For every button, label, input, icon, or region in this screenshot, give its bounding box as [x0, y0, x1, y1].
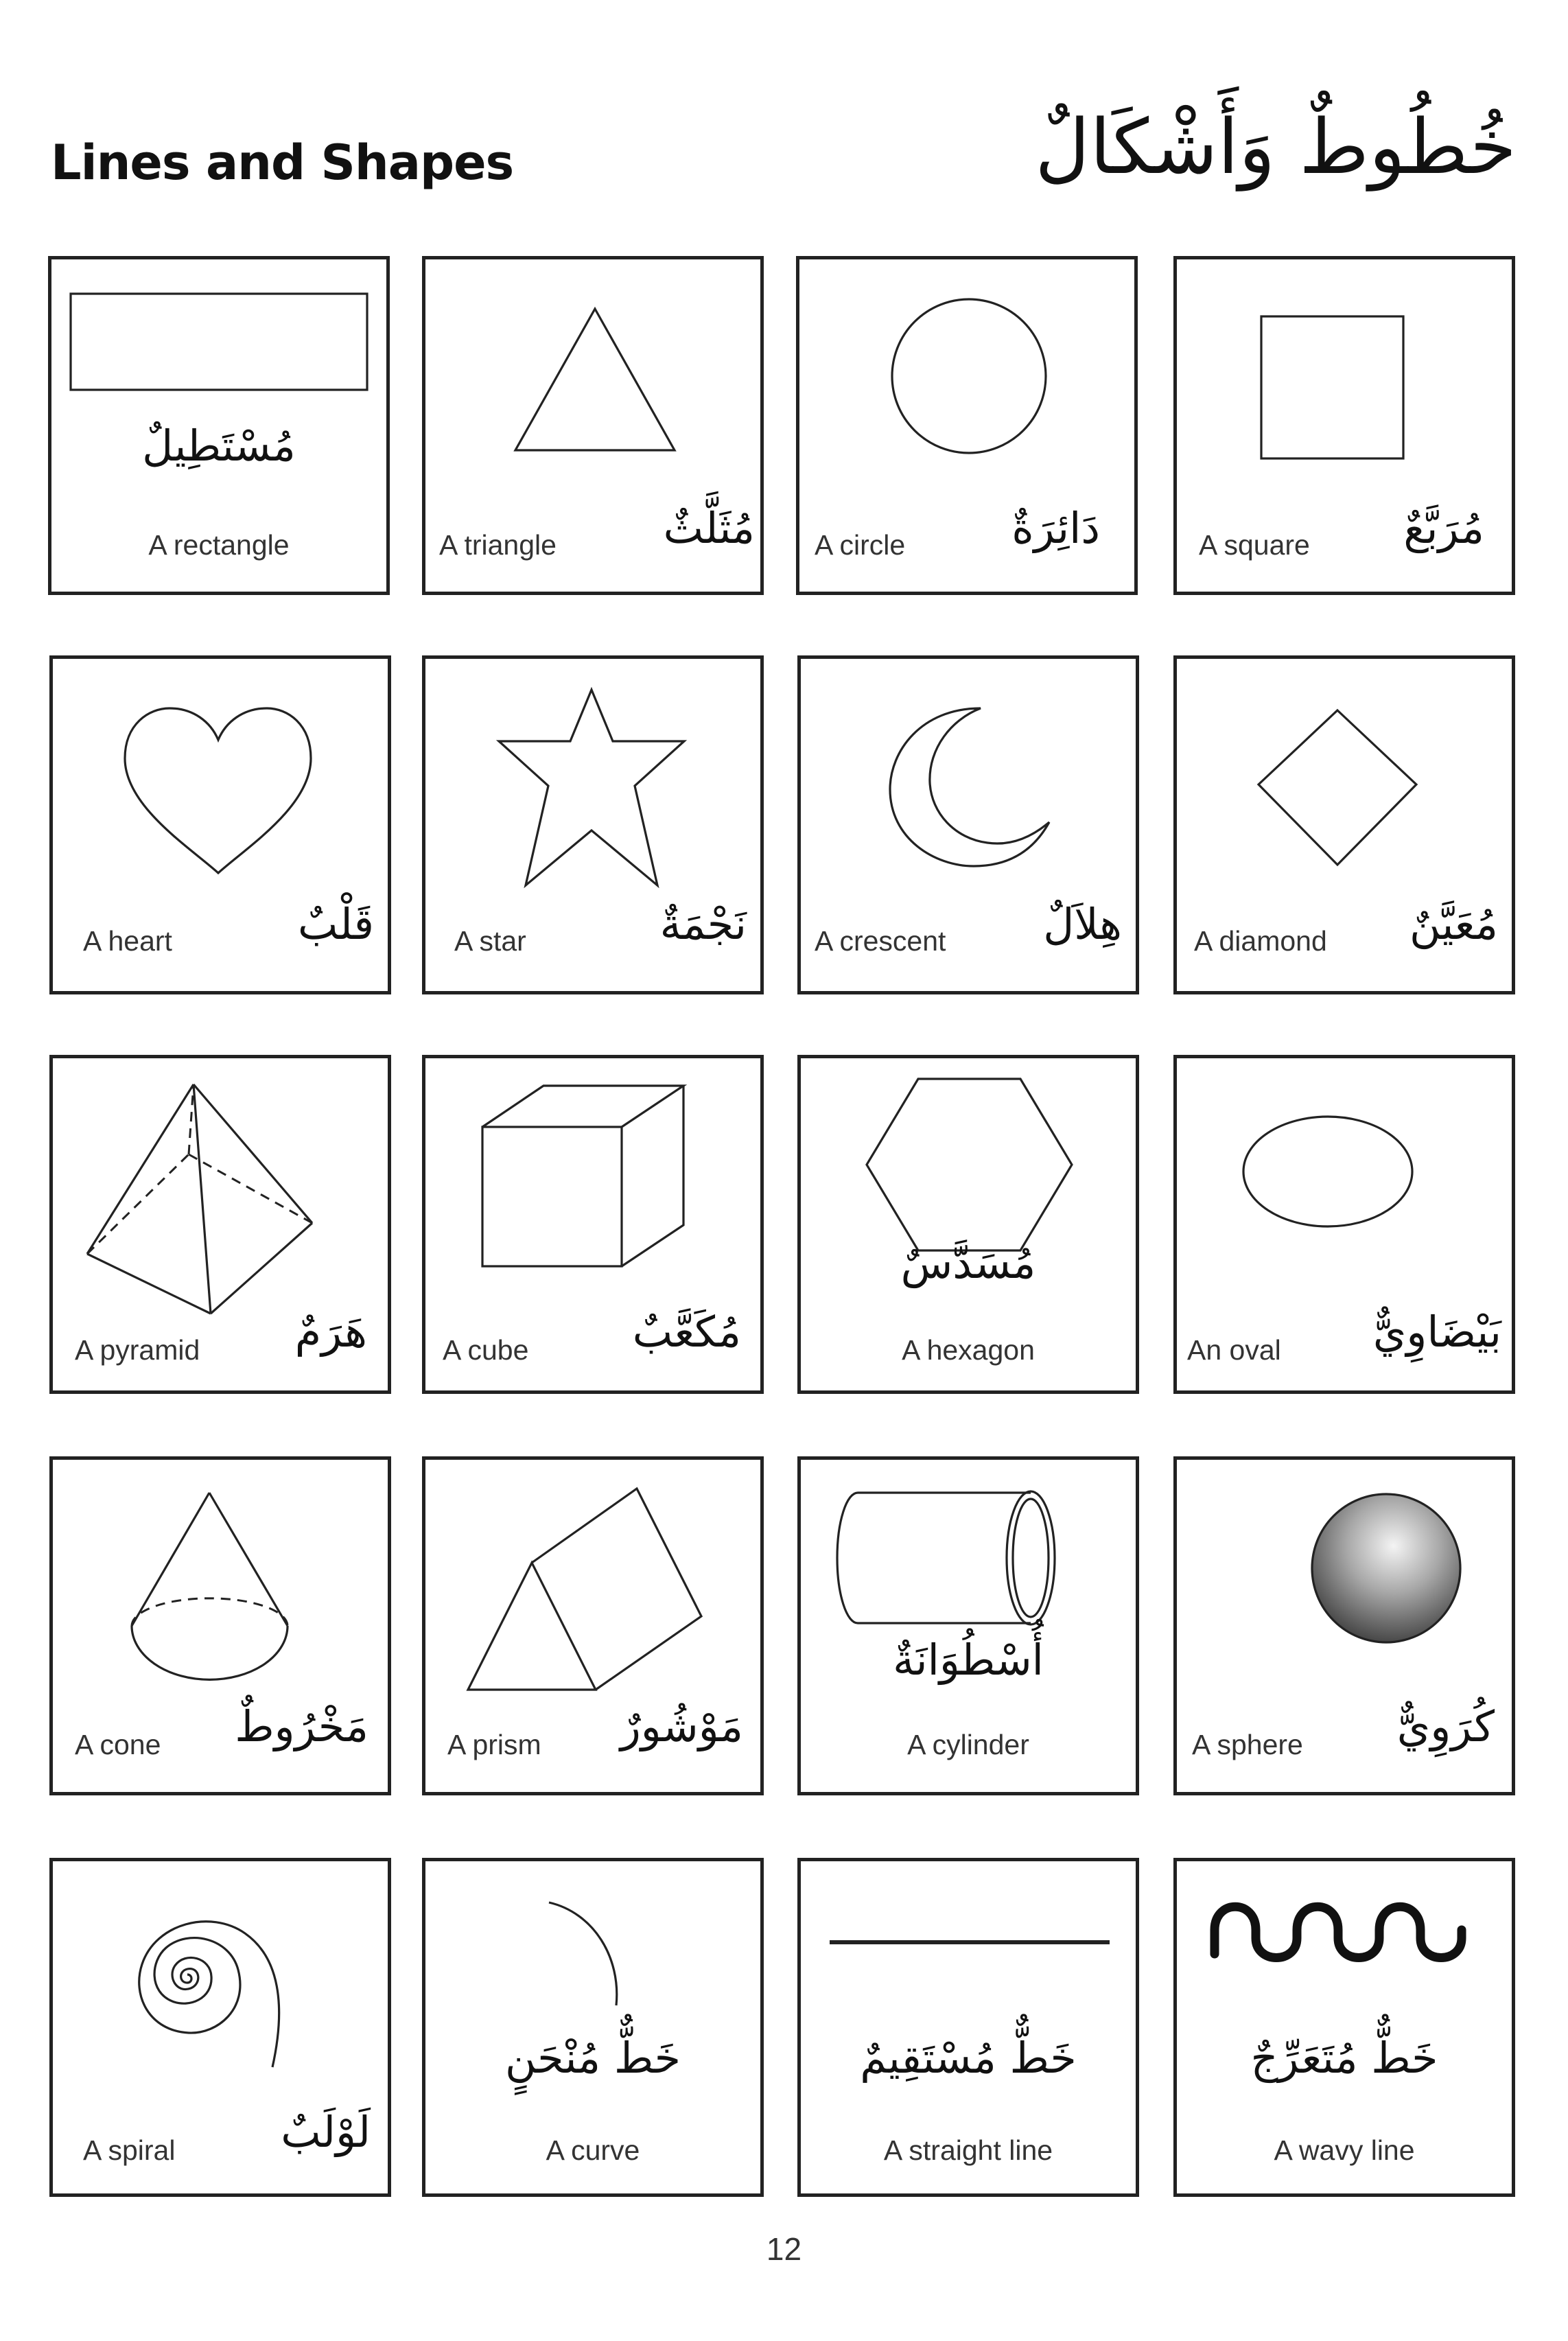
card-label-arabic: كُرَوِيٌّ [1396, 1701, 1495, 1751]
card-sphere [1173, 1456, 1515, 1795]
card-oval [1173, 1055, 1515, 1394]
card-label-arabic: قَلْبٌ [297, 899, 374, 949]
card-label-arabic: مُرَبَّعٌ [1403, 503, 1484, 553]
card-hexagon [797, 1055, 1139, 1394]
card-label-arabic: نَجْمَةٌ [659, 899, 747, 949]
card-wavy-line [1173, 1858, 1515, 2197]
card-label-arabic: لَوْلَبٌ [281, 2107, 371, 2157]
card-label-arabic: دَائِرَةٌ [1011, 503, 1100, 553]
card-label-arabic: أُسْطُوَانَةٌ [893, 1635, 1044, 1685]
card-square [1173, 256, 1515, 595]
card-label-arabic: مُعَيَّنٌ [1409, 899, 1498, 949]
card-label-english: A prism [447, 1729, 541, 1760]
card-label-english: A cube [443, 1334, 529, 1366]
card-label-arabic: خَطٌّ مُسْتَقِيمٌ [860, 2033, 1077, 2083]
card-label-english: A heart [83, 925, 172, 957]
page-title-arabic: خُطُوطٌ وَأَشْكَالٌ [1035, 103, 1517, 191]
card-crescent [797, 655, 1139, 994]
card-label-arabic: خَطٌّ مُنْحَنٍ [504, 2033, 681, 2083]
card-label-english: A spiral [83, 2134, 176, 2166]
card-label-english: A rectangle [148, 529, 290, 561]
card-label-arabic: مَوْشُورٌ [620, 1701, 743, 1751]
page-number: 12 [766, 2231, 802, 2267]
card-label-arabic: مُثَلَّثٌ [663, 503, 755, 553]
card-label-english: A curve [546, 2134, 640, 2166]
card-label-arabic: مُسْتَطِيلٌ [142, 421, 296, 471]
card-cube [422, 1055, 764, 1394]
card-label-english: A cone [75, 1729, 161, 1760]
page-title-english: Lines and Shapes [51, 135, 514, 191]
card-cone [49, 1456, 391, 1795]
card-label-english: A circle [815, 529, 906, 561]
card-straight-line [797, 1858, 1139, 2197]
card-label-english: A sphere [1192, 1729, 1303, 1760]
card-label-english: A wavy line [1274, 2134, 1415, 2166]
card-heart [49, 655, 391, 994]
card-label-arabic: خَطٌّ مُتَعَرِّجٌ [1250, 2033, 1438, 2083]
card-label-arabic: هِلاَلٌ [1043, 899, 1122, 949]
card-label-arabic: بَيْضَاوِيٌّ [1372, 1307, 1501, 1357]
card-label-english: A star [454, 925, 526, 957]
card-prism [422, 1456, 764, 1795]
card-curve [422, 1858, 764, 2197]
card-label-english: A triangle [439, 529, 557, 561]
card-pyramid [49, 1055, 391, 1394]
card-label-english: A square [1199, 529, 1310, 561]
card-label-english: A crescent [815, 925, 946, 957]
card-circle [796, 256, 1138, 595]
card-label-arabic: مُكَعَّبٌ [632, 1307, 741, 1357]
card-label-english: An oval [1187, 1334, 1281, 1366]
card-star [422, 655, 764, 994]
card-diamond [1173, 655, 1515, 994]
card-triangle [422, 256, 764, 595]
card-label-english: A hexagon [902, 1334, 1035, 1366]
card-label-arabic: مُسَدَّسٌ [900, 1238, 1036, 1288]
card-label-arabic: مَخْرُوطٌ [235, 1701, 368, 1751]
card-cylinder [797, 1456, 1139, 1795]
card-label-english: A pyramid [75, 1334, 200, 1366]
card-label-english: A straight line [883, 2134, 1053, 2166]
card-label-english: A cylinder [907, 1729, 1029, 1760]
card-label-english: A diamond [1194, 925, 1327, 957]
card-spiral [49, 1858, 391, 2197]
card-rectangle [48, 256, 390, 595]
card-label-arabic: هَرَمٌ [294, 1307, 367, 1357]
